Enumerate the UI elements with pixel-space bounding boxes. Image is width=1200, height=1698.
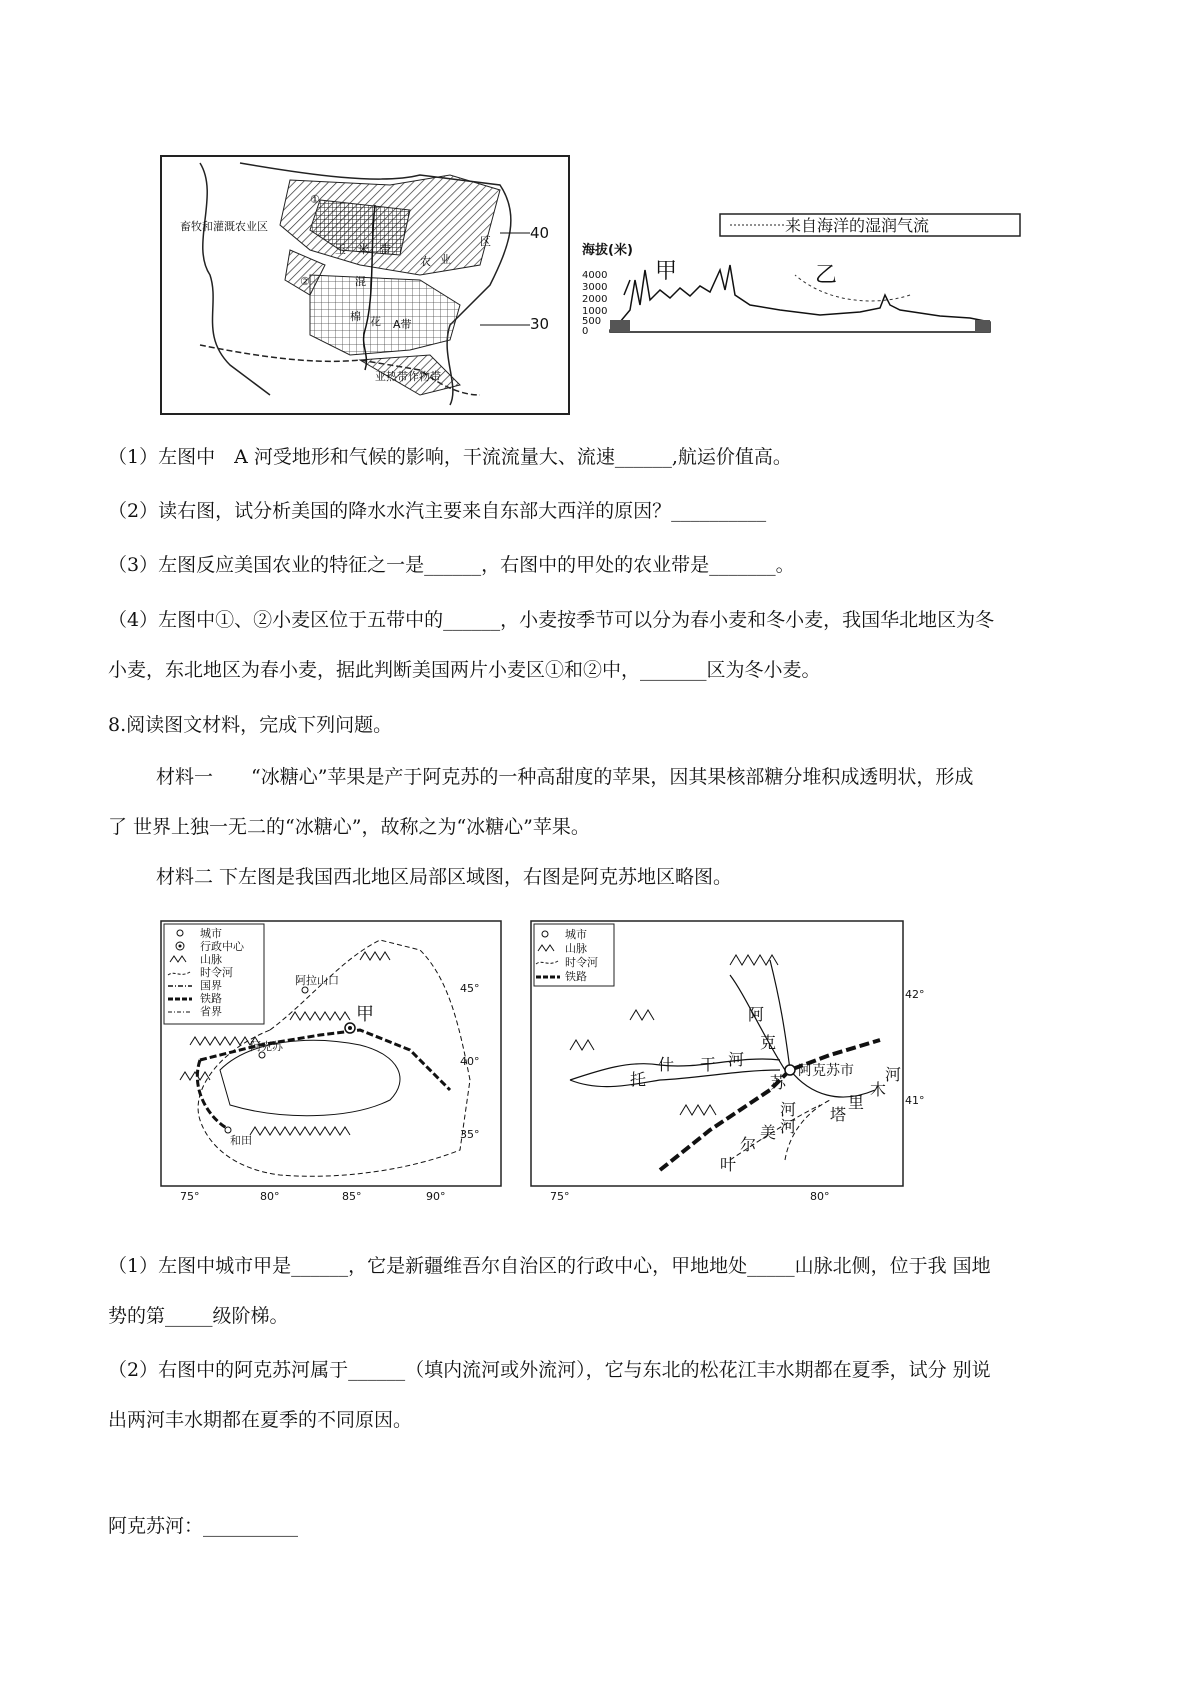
lat30-label: 30 xyxy=(530,315,550,333)
mu-label: 木 xyxy=(870,1080,887,1099)
q8-q2b: 出两河丰水期都在夏季的不同原因。 xyxy=(108,1409,413,1431)
us-agriculture-map xyxy=(160,155,570,415)
r-legend-river: 时令河 xyxy=(565,956,598,969)
cotton-label: 棉 xyxy=(350,310,361,323)
a-belt-label: A带 xyxy=(393,318,412,331)
cotton2-label: 花 xyxy=(370,315,381,328)
wheat-num1: ① xyxy=(310,193,320,206)
q7-line1: （1）左图中 A 河受地形和气候的影响，干流流量大、流速______,航运价值高。 xyxy=(108,446,792,468)
q7-line3: （3）左图反应美国农业的特征之一是______，右图中的甲处的农业带是_______。 xyxy=(108,554,795,576)
pasture-label: 畜牧和灌溉农业区 xyxy=(180,220,268,233)
r-legend-railway: 铁路 xyxy=(565,970,587,983)
agri-label: 农 xyxy=(420,255,431,268)
corn-label: 玉 xyxy=(335,243,346,256)
legend-city: 城市 xyxy=(200,927,222,940)
tick-500: 500 xyxy=(582,316,602,327)
belt-label: 带 xyxy=(380,243,391,256)
lon75-left: 75° xyxy=(180,1190,200,1203)
q7-line4b: 小麦，东北地区为春小麦，据此判断美国两片小麦区①和②中，_______区为冬小麦。 xyxy=(108,659,821,681)
akesu-city-label: 阿克苏市 xyxy=(798,1063,854,1079)
q8-q1a: （1）左图中城市甲是______，它是新疆维吾尔自治区的行政中心，甲地地处_____山脉北侧，位于我 国地 xyxy=(108,1255,991,1277)
tick-0: 0 xyxy=(582,326,589,337)
subtropical-label: 亚热带作物带 xyxy=(375,370,441,383)
q8-q2a: （2）右图中的阿克苏河属于______（填内流河或外流河），它与东北的松花江丰水期都在夏季，试分 别说 xyxy=(108,1359,991,1381)
legend-river: 时令河 xyxy=(200,966,233,979)
shi-label: 什 xyxy=(658,1055,675,1074)
lon80-left: 80° xyxy=(260,1190,280,1203)
industry-label: 业 xyxy=(440,253,451,266)
er-label: 尔 xyxy=(740,1135,757,1154)
q8-material1a: 材料一 “冰糖心”苹果是产于阿克苏的一种高甜度的苹果，因其果核部糖分堆积成透明状，形成 xyxy=(156,766,974,788)
tick-4000: 4000 xyxy=(582,270,608,281)
legend-border: 国界 xyxy=(200,979,222,992)
lat45-left: 45° xyxy=(460,982,480,995)
ake-su: 苏 xyxy=(770,1073,787,1092)
profile-legend: 来自海洋的湿润气流 xyxy=(785,216,930,235)
q8-title: 8.阅读图文材料，完成下列问题。 xyxy=(108,714,393,736)
corn2-label: 米 xyxy=(358,243,369,256)
q7-line4a: （4）左图中①、②小麦区位于五带中的______，小麦按季节可以分为春小麦和冬小麦，我国华北地区为冬 xyxy=(108,609,995,631)
elevation-profile xyxy=(580,210,1040,360)
gan-label: 干 xyxy=(700,1055,717,1074)
alashankou-label: 阿拉山口 xyxy=(295,974,339,987)
ake-ke: 克 xyxy=(760,1033,777,1052)
q8-material2: 材料二 下左图是我国西北地区局部区域图，右图是阿克苏地区略图。 xyxy=(156,866,733,888)
tuo-label: 托 xyxy=(630,1070,647,1089)
legend-mountain: 山脉 xyxy=(200,953,222,966)
akesu-region-map xyxy=(530,920,940,1205)
wheat-num2: ② xyxy=(300,275,310,288)
tick-3000: 3000 xyxy=(582,282,608,293)
lat41-right: 41° xyxy=(905,1094,925,1107)
q7-line2: （2）读右图，试分析美国的降水水汽主要来自东部大西洋的原因？__________ xyxy=(108,500,767,522)
mei-label: 美 xyxy=(760,1123,777,1142)
jia-label: 甲 xyxy=(655,259,678,284)
lat42-right: 42° xyxy=(905,988,925,1001)
ta-label: 塔 xyxy=(830,1105,847,1124)
r-legend-city: 城市 xyxy=(565,928,587,941)
q8-material1b: 了 世界上独一无二的“冰糖心”，故称之为“冰糖心”苹果。 xyxy=(108,816,590,838)
lat40-label: 40 xyxy=(530,224,550,242)
ta-he-label: 河 xyxy=(885,1065,902,1084)
lon80-right: 80° xyxy=(810,1190,830,1203)
tick-2000: 2000 xyxy=(582,294,608,305)
mixed-label: 混 xyxy=(355,275,366,288)
ake-he: 河 xyxy=(780,1100,797,1119)
northwest-china-map xyxy=(160,920,510,1205)
lon75-right: 75° xyxy=(550,1190,570,1203)
region-label: 区 xyxy=(480,235,491,248)
li-label: 里 xyxy=(848,1093,865,1112)
lon85-left: 85° xyxy=(342,1190,362,1203)
lon90-left: 90° xyxy=(426,1190,446,1203)
q8-q1b: 势的第_____级阶梯。 xyxy=(108,1305,289,1327)
lat35-left: 35° xyxy=(460,1128,480,1141)
akesu-label: 阿克苏 xyxy=(250,1040,283,1053)
ake-a: 阿 xyxy=(748,1005,765,1024)
legend-capital: 行政中心 xyxy=(200,940,244,953)
q8-answer: 阿克苏河：__________ xyxy=(108,1515,299,1537)
lat40-left: 40° xyxy=(460,1055,480,1068)
ye-he-label: 河 xyxy=(780,1117,797,1136)
ye-label: 叶 xyxy=(720,1155,737,1174)
tuo-he-label: 河 xyxy=(728,1050,745,1069)
yi-label: 乙 xyxy=(815,263,838,288)
profile-ylabel: 海拔(米) xyxy=(582,243,633,258)
jia-city-label: 甲 xyxy=(356,1004,374,1025)
tick-1000: 1000 xyxy=(582,306,608,317)
legend-railway: 铁路 xyxy=(200,992,222,1005)
r-legend-mountain: 山脉 xyxy=(565,942,587,955)
hetian-label: 和田 xyxy=(230,1134,252,1147)
legend-province: 省界 xyxy=(200,1005,222,1018)
